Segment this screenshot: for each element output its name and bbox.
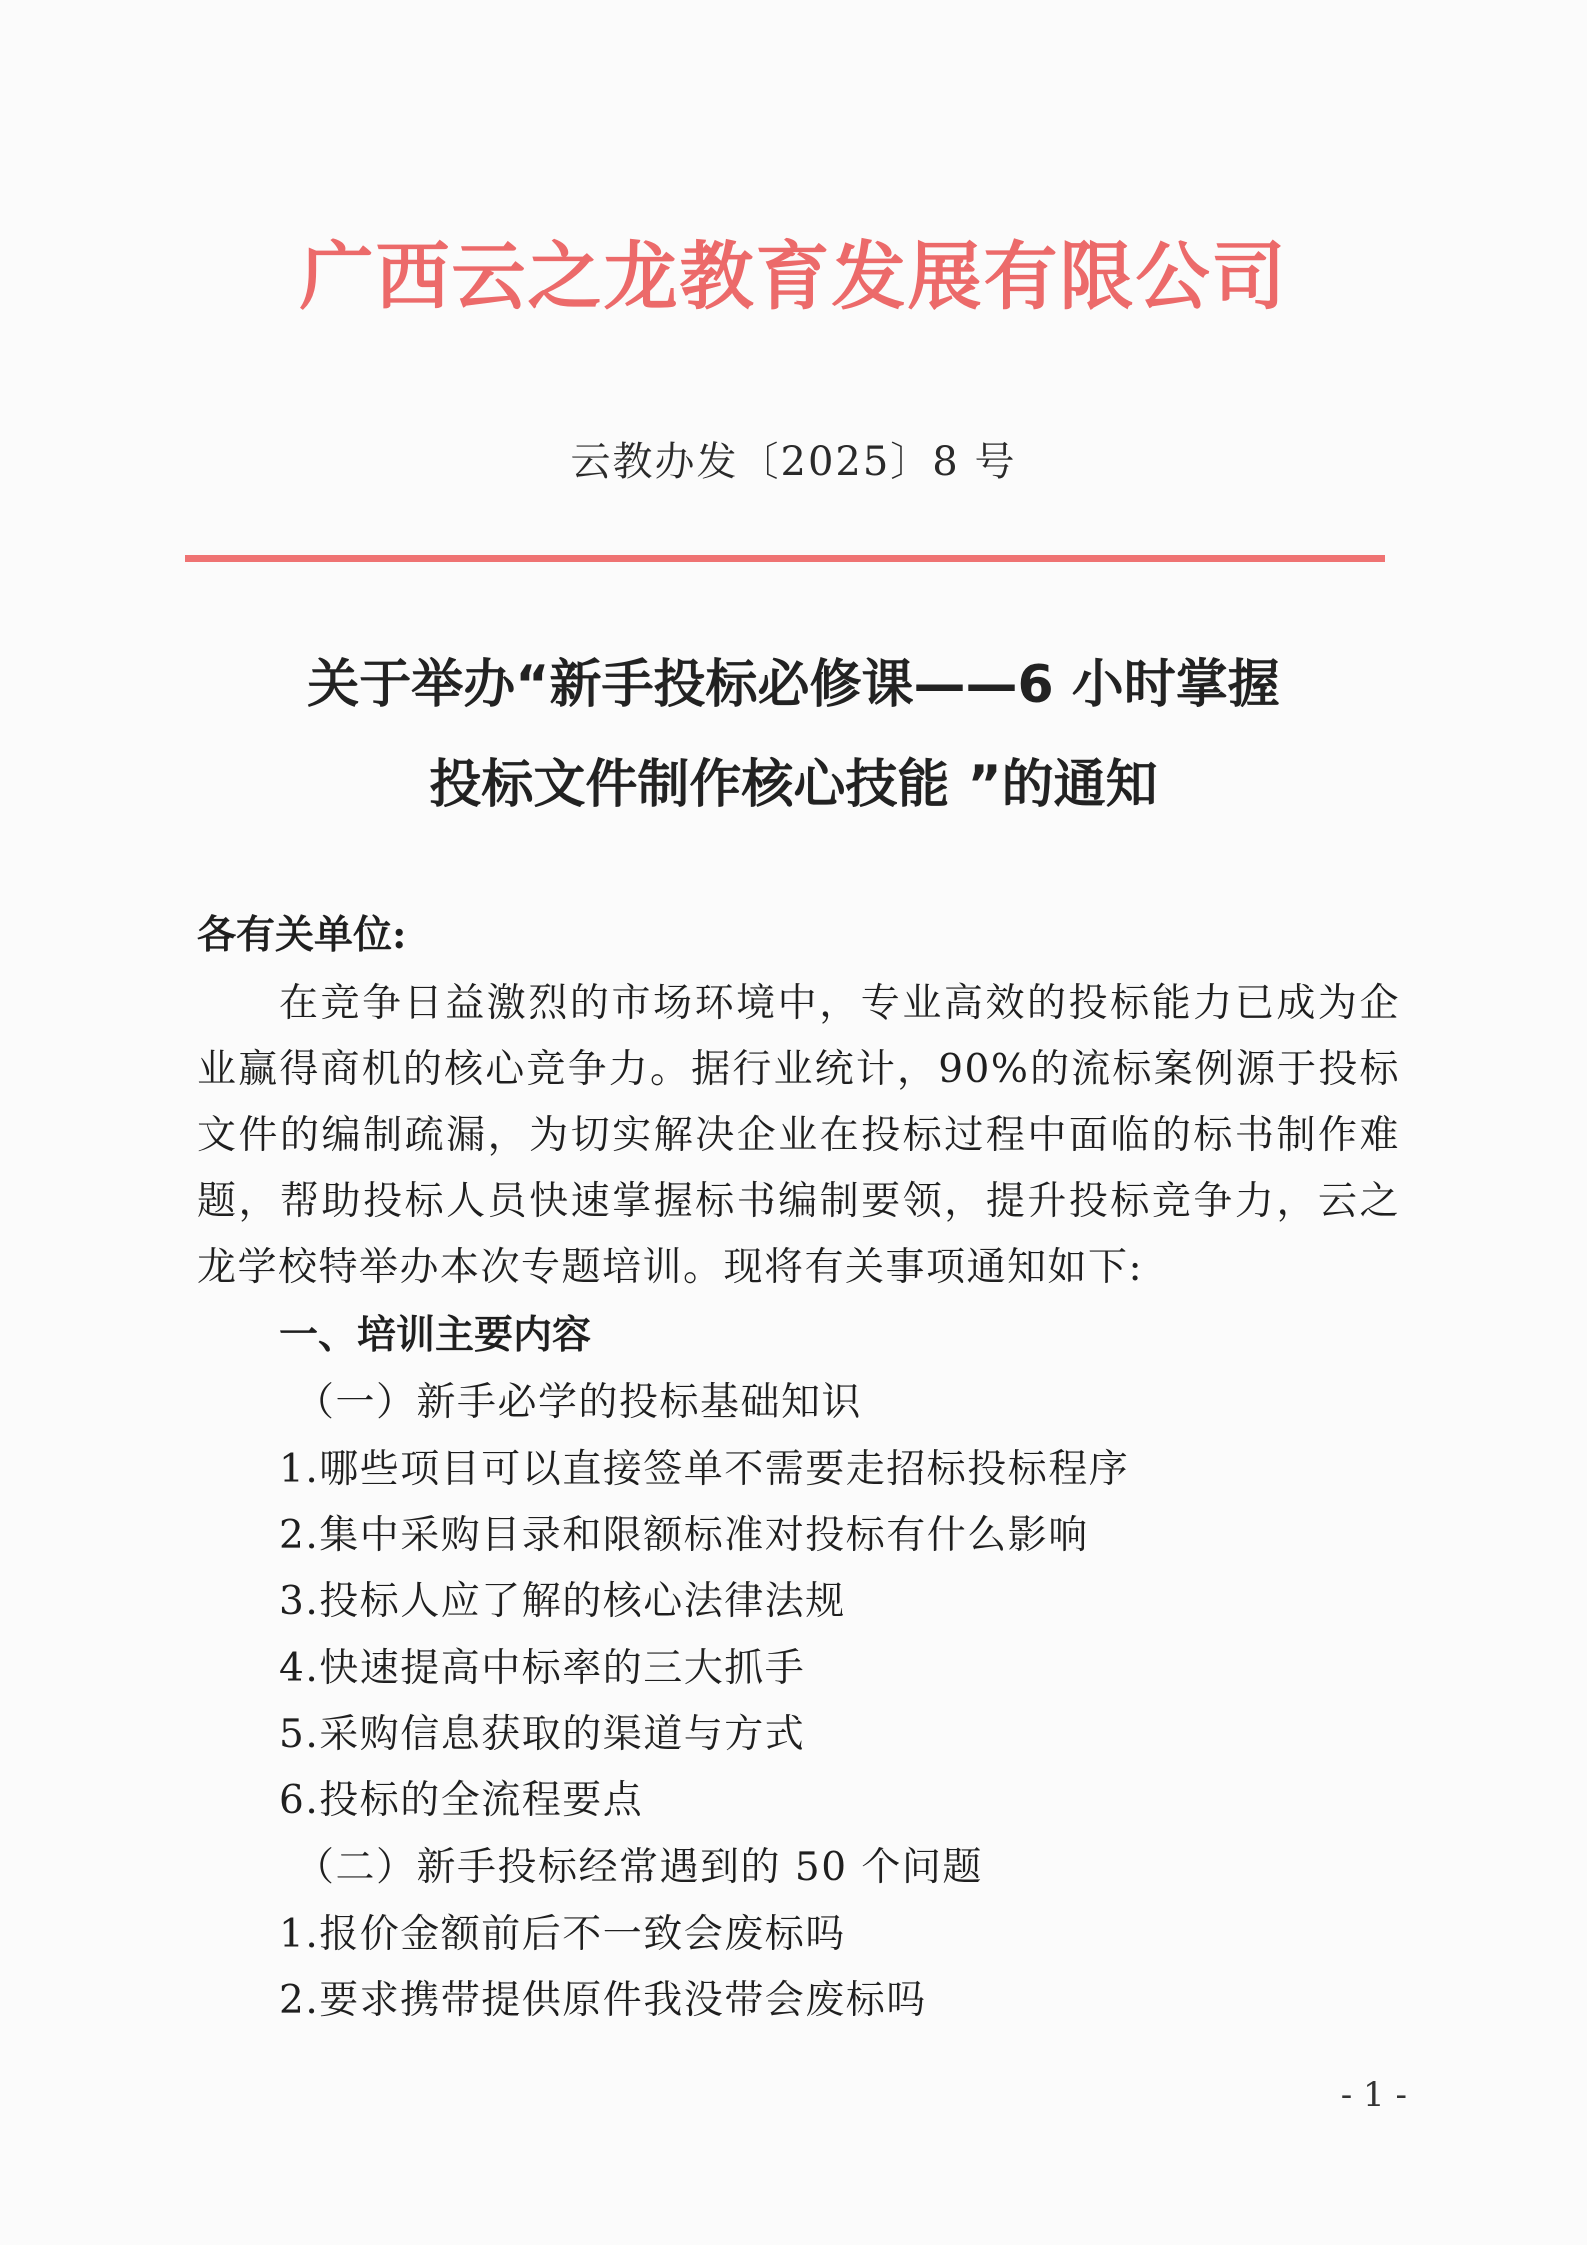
page-number: - 1 - bbox=[1340, 2075, 1407, 2115]
notice-title-line-1: 关于举办“新手投标必修课——6 小时掌握 bbox=[307, 655, 1280, 715]
document-number: 云教办发〔2025〕8 号 bbox=[570, 439, 1017, 485]
intro-paragraph: 在竞争日益激烈的市场环境中，专业高效的投标能力已成为企业赢得商机的核心竞争力。据行业统计，90%的流标案例源于投标文件的编制疏漏，为切实解决企业在投标过程中面临的标书制作难题，帮助投标人员快速掌握标书编制要领，提升投标竞争力，云之龙学校特举办本次专题培训。现将有关事项通知如下: bbox=[197, 981, 1400, 1290]
list-item: 4.快速提高中标率的三大抓手 bbox=[279, 1646, 806, 1691]
part-2-heading: （二）新手投标经常遇到的 50 个问题 bbox=[295, 1845, 983, 1890]
section-1-heading: 一、培训主要内容 bbox=[279, 1313, 592, 1358]
list-item: 2.要求携带提供原件我没带会废标吗 bbox=[279, 1978, 927, 2023]
part-1-heading: （一）新手必学的投标基础知识 bbox=[295, 1380, 863, 1425]
list-item: 3.投标人应了解的核心法律法规 bbox=[279, 1579, 846, 1624]
company-name-header: 广西云之龙教育发展有限公司 bbox=[299, 234, 1288, 320]
list-item: 5.采购信息获取的渠道与方式 bbox=[279, 1712, 806, 1757]
list-item: 2.集中采购目录和限额标准对投标有什么影响 bbox=[279, 1513, 1089, 1558]
list-item: 1.哪些项目可以直接签单不需要走招标投标程序 bbox=[279, 1447, 1130, 1492]
notice-title-line-2: 投标文件制作核心技能 ”的通知 bbox=[429, 755, 1158, 815]
red-divider-line bbox=[185, 555, 1385, 562]
list-item: 6.投标的全流程要点 bbox=[279, 1778, 644, 1823]
list-item: 1.报价金额前后不一致会废标吗 bbox=[279, 1912, 846, 1957]
salutation: 各有关单位: bbox=[197, 912, 407, 958]
